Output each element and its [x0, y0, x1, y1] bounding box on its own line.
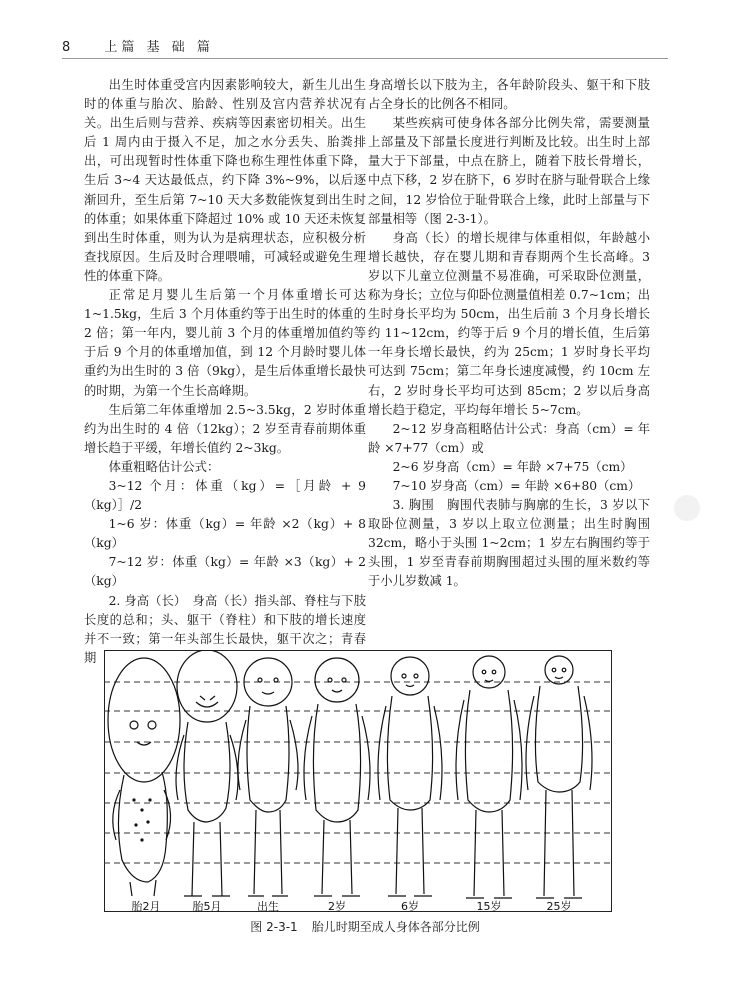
- age-2-figure: [304, 658, 370, 896]
- caption-number: 图 2-3-1: [250, 920, 298, 934]
- figure-label: 6岁: [401, 900, 419, 912]
- figure-caption: [0, 918, 730, 935]
- figure-label: 胎2月: [131, 900, 161, 912]
- figure-label: 15岁: [476, 900, 502, 912]
- left-column: [84, 76, 366, 668]
- paragraph: 3. 胸围 胸围代表肺与胸廓的生长，3 岁以下取卧位测量，3 岁以上取立位测量；出生时胸围 32cm，略小于头围 1~2cm；1 岁左右胸围约等于头围，1 岁至青春前期胸围超过头围的厘米数约等于小儿岁数减 1。: [368, 498, 650, 589]
- figure-label: 出生: [257, 900, 279, 912]
- body-proportion-figure: [104, 650, 612, 912]
- figure-label: 胎5月: [192, 900, 222, 912]
- watermark-dot: [674, 495, 700, 521]
- section-title: 上篇 基 础 篇: [104, 40, 214, 55]
- formula-line: 1~6 岁：体重（kg）= 年龄 ×2（kg）+ 8（kg）: [84, 517, 366, 551]
- formula-line: 2~6 岁身高（cm）= 年龄 ×7+75（cm）: [392, 459, 633, 474]
- formula-line: 3~12 个月：体重（kg）=［月龄 + 9（kg）］/2: [84, 478, 366, 513]
- formula-line: 2~12 岁身高粗略估计公式：身高（cm）= 年龄 ×7+77（cm）或: [368, 421, 650, 455]
- formula-line: 7~10 岁身高（cm）= 年龄 ×6+80（cm）: [392, 478, 641, 493]
- page-header: [62, 36, 214, 55]
- figure-label: 2岁: [328, 900, 346, 912]
- paragraph: 身高（长）的增长规律与体重相似，年龄越小增长越快，存在婴儿期和青春期两个生长高峰。3 岁以下儿童立位测量不易准确，可采取卧位测量，称为身长；立位与仰卧位测量值相差 0.7~1cm；出生时身长平均为 50cm，出生后前 3 个月身长增长约 11~12cm，约等于后 9 个月的增长值，生后第一年身长增长最快，约为 25cm；1 岁时身长平均可达到 75cm；第二年身长速度减慢，约 10cm 左右，2 岁时身长平均可达到 85cm；2 岁以后身高增长趋于稳定，平均每年增长 5~7cm。: [368, 230, 650, 417]
- fetus-2-months-figure: [108, 658, 180, 896]
- figure-frame: [105, 651, 612, 912]
- caption-text: 胎儿时期至成人身体各部分比例: [311, 920, 480, 934]
- paragraph: 出生时体重受宫内因素影响较大，新生儿出生时的体重与胎次、胎龄、性别及宫内营养状况有关。出生后则与营养、疾病等因素密切相关。出生后 1 周内由于摄入不足，加之水分丢失、胎粪排出，可出现暂时性体重下降也称生理性体重下降，生后 3~4 天达最低点，约下降 3%~9%，以后逐渐回升，至生后第 7~10 天大多数能恢复到出生时的体重；如果体重下降超过 10% 或 10 天还未恢复到出生时体重，则为认为是病理状态，应积极分析查找原因。生后及时合理喂哺，可减轻或避免生理性的体重下降。: [84, 78, 366, 283]
- age-15-figure: [456, 656, 522, 898]
- paragraph: 体重粗略估计公式：: [108, 459, 220, 474]
- page-number: 8: [62, 40, 71, 55]
- header-rule: [62, 58, 668, 59]
- age-6-figure: [378, 657, 442, 896]
- figure-label: 25岁: [546, 900, 572, 912]
- right-column: [368, 76, 650, 592]
- formula-line: 7~12 岁：体重（kg）= 年龄 ×3（kg）+ 2（kg）: [84, 555, 366, 589]
- paragraph: 身高增长以下肢为主，各年龄阶段头、躯干和下肢占全身长的比例各不相同。: [368, 78, 650, 112]
- paragraph: 2. 身高（长） 身高（长）指头部、脊柱与下肢长度的总和；头、躯干（脊柱）和下肢的增长速度并不一致；第一年头部生长最快，躯干次之；青春期: [84, 593, 366, 665]
- paragraph: 某些疾病可使身体各部分比例失常，需要测量上部量及下部量长度进行判断及比较。出生时上部量大于下部量，中点在脐上，随着下肢长骨增长，中点下移，2 岁在脐下，6 岁时在脐与耻骨联合上缘之间，12 岁恰位于耻骨联合上缘，此时上部量与下部量相等（图 2-3-1）。: [368, 116, 650, 226]
- newborn-figure: [238, 658, 298, 896]
- paragraph: 生后第二年体重增加 2.5~3.5kg，2 岁时体重约为出生时的 4 倍（12kg）；2 岁至青春前期体重增长趋于平缓，年增长值约 2~3kg。: [84, 402, 366, 455]
- division-lines: [104, 682, 612, 863]
- paragraph: 正常足月婴儿生后第一个月体重增长可达 1~1.5kg，生后 3 个月体重约等于出生时的体重的 2 倍；第一年内，婴儿前 3 个月的体重增加值约等于后 9 个月的体重增加值，到 12 个月龄时婴儿体重约为出生时的 3 倍（9kg），是生后体重增长最快的时期，为第一个生长高峰期。: [84, 288, 366, 398]
- age-25-figure: [526, 656, 592, 898]
